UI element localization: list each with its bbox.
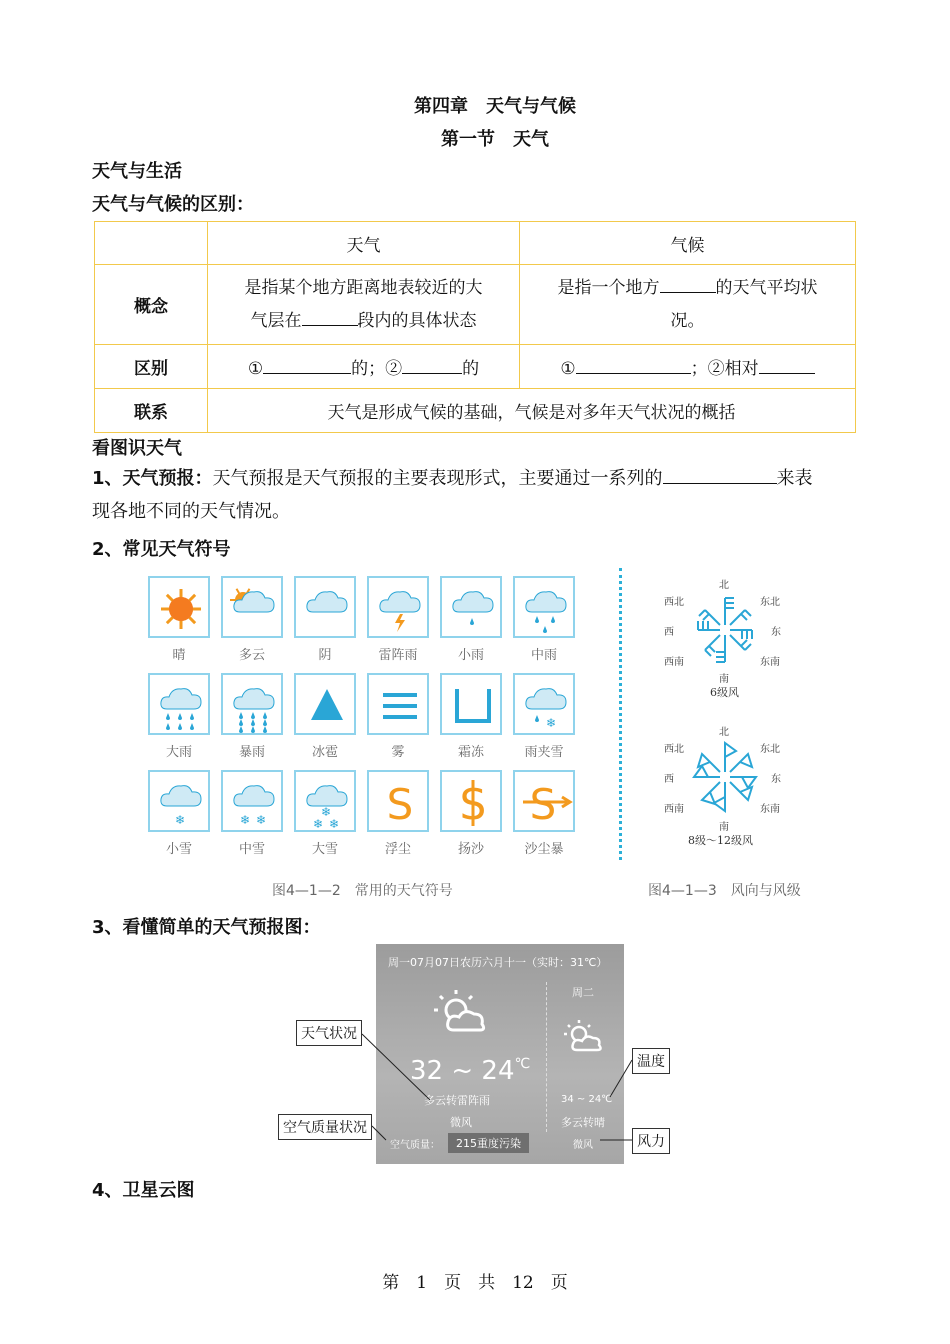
- symbol-label: 扬沙: [457, 842, 484, 857]
- forecast-aq-label: 空气质量：: [390, 1140, 440, 1151]
- symbol-label: 中雨: [530, 648, 557, 663]
- wind8-northeast: 东北: [760, 744, 780, 755]
- wind6-north: 北: [719, 580, 729, 591]
- wind-level8-12: 8级～12级风: [688, 834, 753, 847]
- concept-climate-line2: 况。: [670, 310, 705, 331]
- heading-read-map: 看图识天气: [92, 438, 182, 459]
- forecast-temp2: 34 ~ 24℃: [561, 1094, 613, 1105]
- concept-weather-line2a: 气层在: [250, 310, 302, 331]
- heading-weather-life: 天气与生活: [92, 161, 182, 182]
- symbol-label: 中雪: [238, 842, 265, 857]
- svg-text:❄: ❄: [255, 813, 267, 827]
- wind6-west: 西: [664, 627, 674, 638]
- section-title: 第一节 天气: [441, 129, 549, 150]
- wind6-east: 东: [771, 627, 781, 638]
- forecast-temp-unit: ℃: [514, 1056, 531, 1072]
- forecast-aq-value: 215重度污染: [448, 1133, 529, 1153]
- wind8-south: 南: [719, 822, 729, 833]
- item1-text-c: 现各地不同的天气情况。: [92, 501, 290, 522]
- callout-temperature: 温度: [632, 1048, 670, 1074]
- item3-title: 3、看懂简单的天气预报图：: [92, 917, 321, 938]
- wind8-southeast: 东南: [760, 804, 780, 815]
- symbol-label: 多云: [238, 648, 265, 663]
- diff-weather-2: 的；②: [351, 359, 403, 379]
- forecast-day2: 周二: [572, 986, 594, 999]
- link-text: 天气是形成气候的基础，气候是对多年天气状况的概括: [208, 389, 856, 433]
- page-footer: 第 1 页 共 12 页: [382, 1273, 568, 1293]
- concept-climate-line1b: 的天气平均状: [715, 277, 818, 298]
- symbol-label: 雾: [391, 745, 405, 760]
- symbol-label: 雷阵雨: [378, 648, 418, 663]
- wind8-east: 东: [771, 774, 781, 785]
- wind8-north: 北: [719, 727, 729, 738]
- symbol-label: 小雪: [165, 842, 192, 857]
- svg-text:❄: ❄: [174, 813, 186, 827]
- col-weather: 天气: [208, 222, 520, 265]
- svg-text:S: S: [529, 780, 557, 829]
- callout-wind-force: 风力: [632, 1128, 670, 1154]
- row-concept: 概念: [95, 265, 208, 345]
- item2-title: 2、常见天气符号: [92, 539, 231, 560]
- wind6-northeast: 东北: [760, 597, 780, 608]
- symbol-label: 暴雨: [238, 745, 265, 760]
- diff-weather-1: ①: [247, 359, 264, 379]
- symbol-label: 小雨: [457, 648, 484, 663]
- forecast-temp-main-value: 32 ~ 24: [410, 1056, 515, 1086]
- concept-climate-line1a: 是指一个地方: [557, 277, 660, 298]
- item4-title: 4、卫星云图: [92, 1180, 195, 1201]
- heading-difference: 天气与气候的区别：: [92, 194, 254, 215]
- wind-level6: 6级风: [710, 686, 739, 699]
- svg-text:❄: ❄: [320, 805, 332, 819]
- wind8-southwest: 西南: [664, 804, 684, 815]
- svg-text:❄: ❄: [312, 817, 324, 831]
- symbol-label: 阴: [318, 648, 332, 663]
- forecast-desc2: 多云转晴: [561, 1116, 605, 1129]
- symbol-label: 雨夹雪: [524, 745, 564, 760]
- fig-caption-left: 图4—1—2 常用的天气符号: [272, 883, 453, 899]
- item1-text-a: 天气预报是天气预报的主要表现形式，主要通过一系列的: [212, 468, 663, 489]
- diff-climate-2: ；②相对: [690, 359, 759, 379]
- symbol-label: 浮尘: [384, 842, 411, 857]
- row-link: 联系: [95, 389, 208, 433]
- svg-text:S: S: [459, 780, 487, 829]
- chapter-title: 第四章 天气与气候: [414, 96, 576, 117]
- symbol-label: 晴: [172, 648, 186, 663]
- diff-weather-3: 的: [462, 359, 480, 379]
- symbol-label: 冰雹: [311, 745, 338, 760]
- wind8-west: 西: [664, 774, 674, 785]
- svg-text:❄: ❄: [239, 813, 251, 827]
- callout-air-quality: 空气质量状况: [278, 1114, 372, 1140]
- concept-weather-line1: 是指某个地方距离地表较近的大: [244, 277, 483, 298]
- symbol-label: 大雪: [311, 842, 338, 857]
- wind8-northwest: 西北: [664, 744, 684, 755]
- wind6-southeast: 东南: [760, 657, 780, 668]
- callout-weather-status: 天气状况: [296, 1020, 362, 1046]
- item1-title: 1、天气预报：: [92, 468, 213, 489]
- forecast-wind-main: 微风: [450, 1116, 472, 1129]
- forecast-header: 周一07月07日农历六月十一（实时：31℃）: [388, 956, 608, 969]
- fig-caption-right: 图4—1—3 风向与风级: [648, 883, 801, 899]
- svg-text:❄: ❄: [545, 716, 557, 730]
- diff-climate-1: ①: [560, 359, 576, 379]
- svg-text:S: S: [386, 780, 414, 829]
- symbol-label: 霜冻: [457, 745, 484, 760]
- forecast-desc-main: 多云转雷阵雨: [424, 1094, 490, 1107]
- svg-text:❄: ❄: [328, 817, 340, 831]
- col-climate: 气候: [520, 222, 856, 265]
- wind6-south: 南: [719, 674, 729, 685]
- symbol-label: 大雨: [165, 745, 192, 760]
- concept-weather-line2b: 段内的具体状态: [357, 310, 477, 331]
- item1-text-b: 来表: [776, 468, 813, 489]
- symbol-label: 沙尘暴: [524, 842, 564, 857]
- forecast-wind2: 微风: [573, 1140, 593, 1151]
- wind6-southwest: 西南: [664, 657, 684, 668]
- row-diff: 区别: [95, 345, 208, 389]
- wind6-northwest: 西北: [664, 597, 684, 608]
